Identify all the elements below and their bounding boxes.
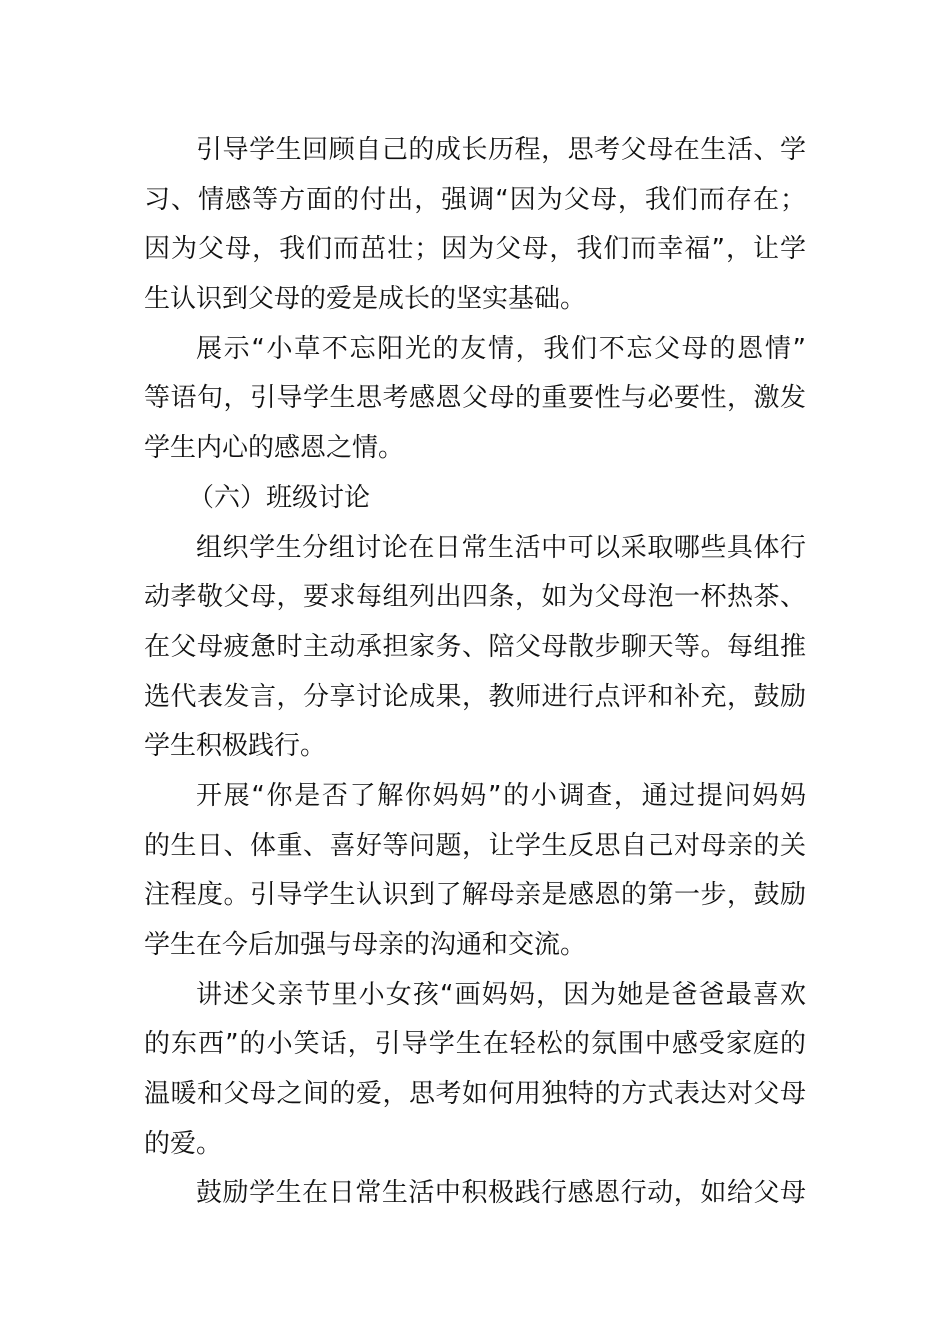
paragraph-line: 因为父母，我们而茁壮；因为父母，我们而幸福”，让学	[144, 234, 806, 265]
paragraph-line: 讲述父亲节里小女孩“画妈妈，因为她是爸爸最喜欢	[196, 979, 806, 1010]
paragraph-line: 的生日、体重、喜好等问题，让学生反思自己对母亲的关	[144, 830, 806, 861]
paragraph-line: 组织学生分组讨论在日常生活中可以采取哪些具体行	[196, 532, 806, 563]
paragraph-line: 在父母疲惫时主动承担家务、陪父母散步聊天等。每组推	[144, 631, 806, 662]
paragraph-line: 学生内心的感恩之情。	[144, 433, 405, 464]
paragraph-line: 习、情感等方面的付出，强调“因为父母，我们而存在；	[144, 184, 806, 215]
paragraph-line: 注程度。引导学生认识到了解母亲是感恩的第一步，鼓励	[144, 880, 806, 911]
paragraph-line: 的爱。	[144, 1128, 223, 1159]
section-heading: （六）班级讨论	[188, 482, 371, 513]
paragraph-line: 生认识到父母的爱是成长的坚实基础。	[144, 284, 587, 315]
paragraph-line: 鼓励学生在日常生活中积极践行感恩行动，如给父母	[196, 1178, 806, 1209]
body-text	[144, 126, 806, 1219]
paragraph-line: 学生在今后加强与母亲的沟通和交流。	[144, 930, 587, 960]
paragraph-line: 学生积极践行。	[144, 731, 327, 762]
paragraph-line: 引导学生回顾自己的成长历程，思考父母在生活、学	[196, 135, 806, 165]
paragraph-line: 选代表发言，分享讨论成果，教师进行点评和补充，鼓励	[144, 681, 806, 712]
paragraph-line: 开展“你是否了解你妈妈”的小调查，通过提问妈妈	[196, 780, 806, 811]
paragraph-line: 的东西”的小笑话，引导学生在轻松的氛围中感受家庭的	[144, 1029, 806, 1060]
paragraph-line: 动孝敬父母，要求每组列出四条，如为父母泡一杯热茶、	[144, 582, 806, 613]
paragraph-line: 展示“小草不忘阳光的友情，我们不忘父母的恩情”	[196, 333, 806, 364]
paragraph-line: 等语句，引导学生思考感恩父母的重要性与必要性，激发	[144, 383, 806, 414]
paragraph-line: 温暖和父母之间的爱，思考如何用独特的方式表达对父母	[144, 1079, 806, 1110]
